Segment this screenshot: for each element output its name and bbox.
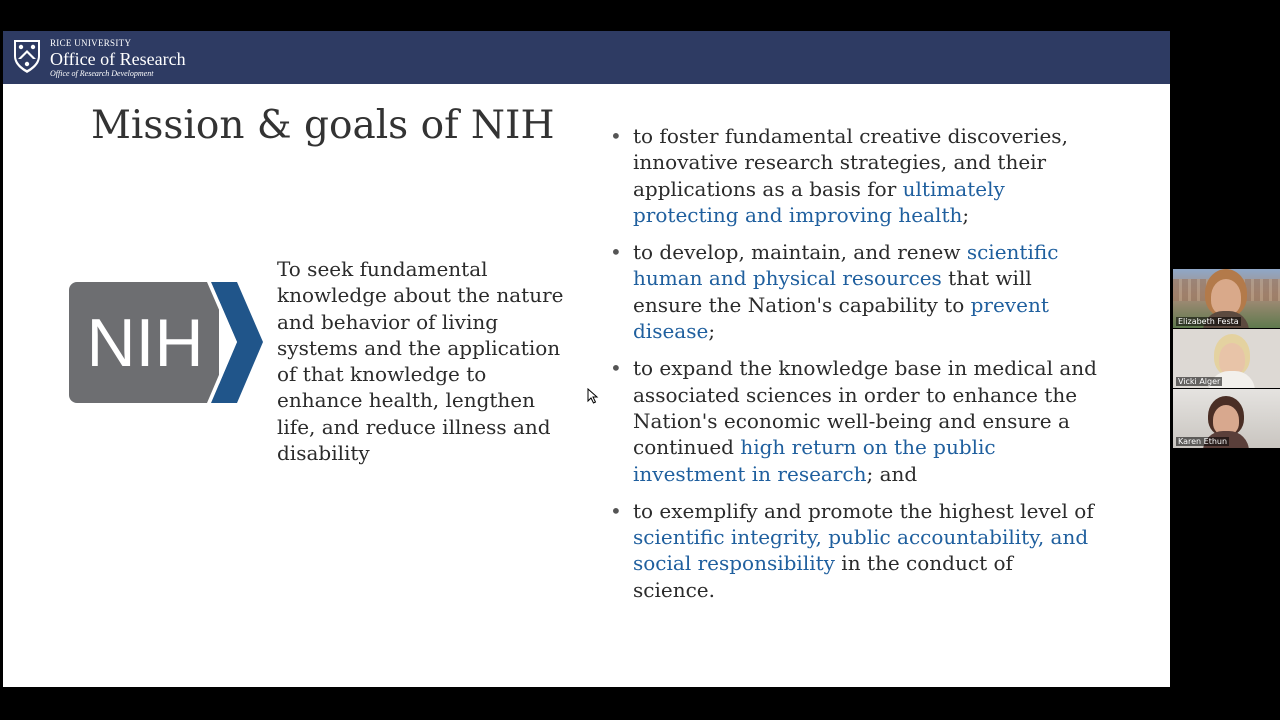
goal-highlight: ultimately protecting and improving health	[633, 176, 1005, 227]
bullet-icon: •	[610, 124, 622, 148]
goal-text: to foster fundamental creative discoveries, innovative research strategies, and their applications as a basis for	[633, 124, 1068, 201]
participant-name: Vicki Alger	[1178, 377, 1221, 386]
goal-text-end: ;	[708, 319, 716, 344]
bullet-icon: •	[610, 240, 622, 265]
slide-title: Mission & goals of NIH	[91, 103, 555, 148]
goal-highlight: scientific human and physical resources	[633, 240, 1059, 291]
goal-text-end: ;	[962, 202, 970, 227]
nih-logo-text: NIH	[86, 305, 204, 381]
goal-text-end: in the conduct of science.	[633, 551, 1013, 602]
office-name: Office of Research	[50, 49, 186, 69]
list-item	[610, 355, 1100, 486]
office-subtitle: Office of Research Development	[50, 69, 154, 78]
goal-text: to expand the knowledge base in medical and associated sciences in order to enhance the Nation's economic well-being and ensure a continued	[633, 356, 1097, 460]
list-item	[610, 239, 1100, 344]
list-item	[610, 123, 1100, 228]
goal-text-end: ; and	[866, 461, 918, 486]
presentation-slide	[3, 31, 1170, 687]
goal-highlight: scientific integrity, public accountability, and social responsibility	[633, 525, 1089, 576]
goal-text: to exemplify and promote the highest level of	[633, 498, 1094, 523]
goal-highlight: high return on the public investment in research	[633, 435, 996, 486]
mouse-cursor-icon	[587, 388, 599, 404]
header-banner	[3, 31, 1170, 84]
rice-shield-icon	[12, 38, 42, 74]
nih-logo	[69, 282, 263, 405]
goals-list	[610, 123, 1100, 614]
bullet-icon: •	[610, 356, 622, 381]
university-name: RICE UNIVERSITY	[50, 38, 132, 48]
goal-text: to develop, maintain, and renew	[633, 240, 967, 265]
list-item	[610, 498, 1100, 603]
participant-video-tile[interactable]	[1173, 389, 1280, 448]
goal-highlight-2: prevent disease	[633, 292, 1049, 344]
participant-name: Karen Ethun	[1178, 437, 1228, 446]
participant-name: Elizabeth Festa	[1178, 317, 1239, 326]
participant-video-tile[interactable]	[1173, 329, 1280, 388]
mission-statement: To seek fundamental knowledge about the nature and behavior of living systems and the application of that knowledge to enhance health, lengthen life, and reduce illness and disability	[277, 257, 564, 466]
goal-text-mid: that will ensure the Nation's capability to	[633, 266, 1032, 317]
participant-avatar	[1211, 279, 1241, 315]
bullet-icon: •	[610, 498, 622, 523]
participant-video-tile[interactable]	[1173, 269, 1280, 328]
